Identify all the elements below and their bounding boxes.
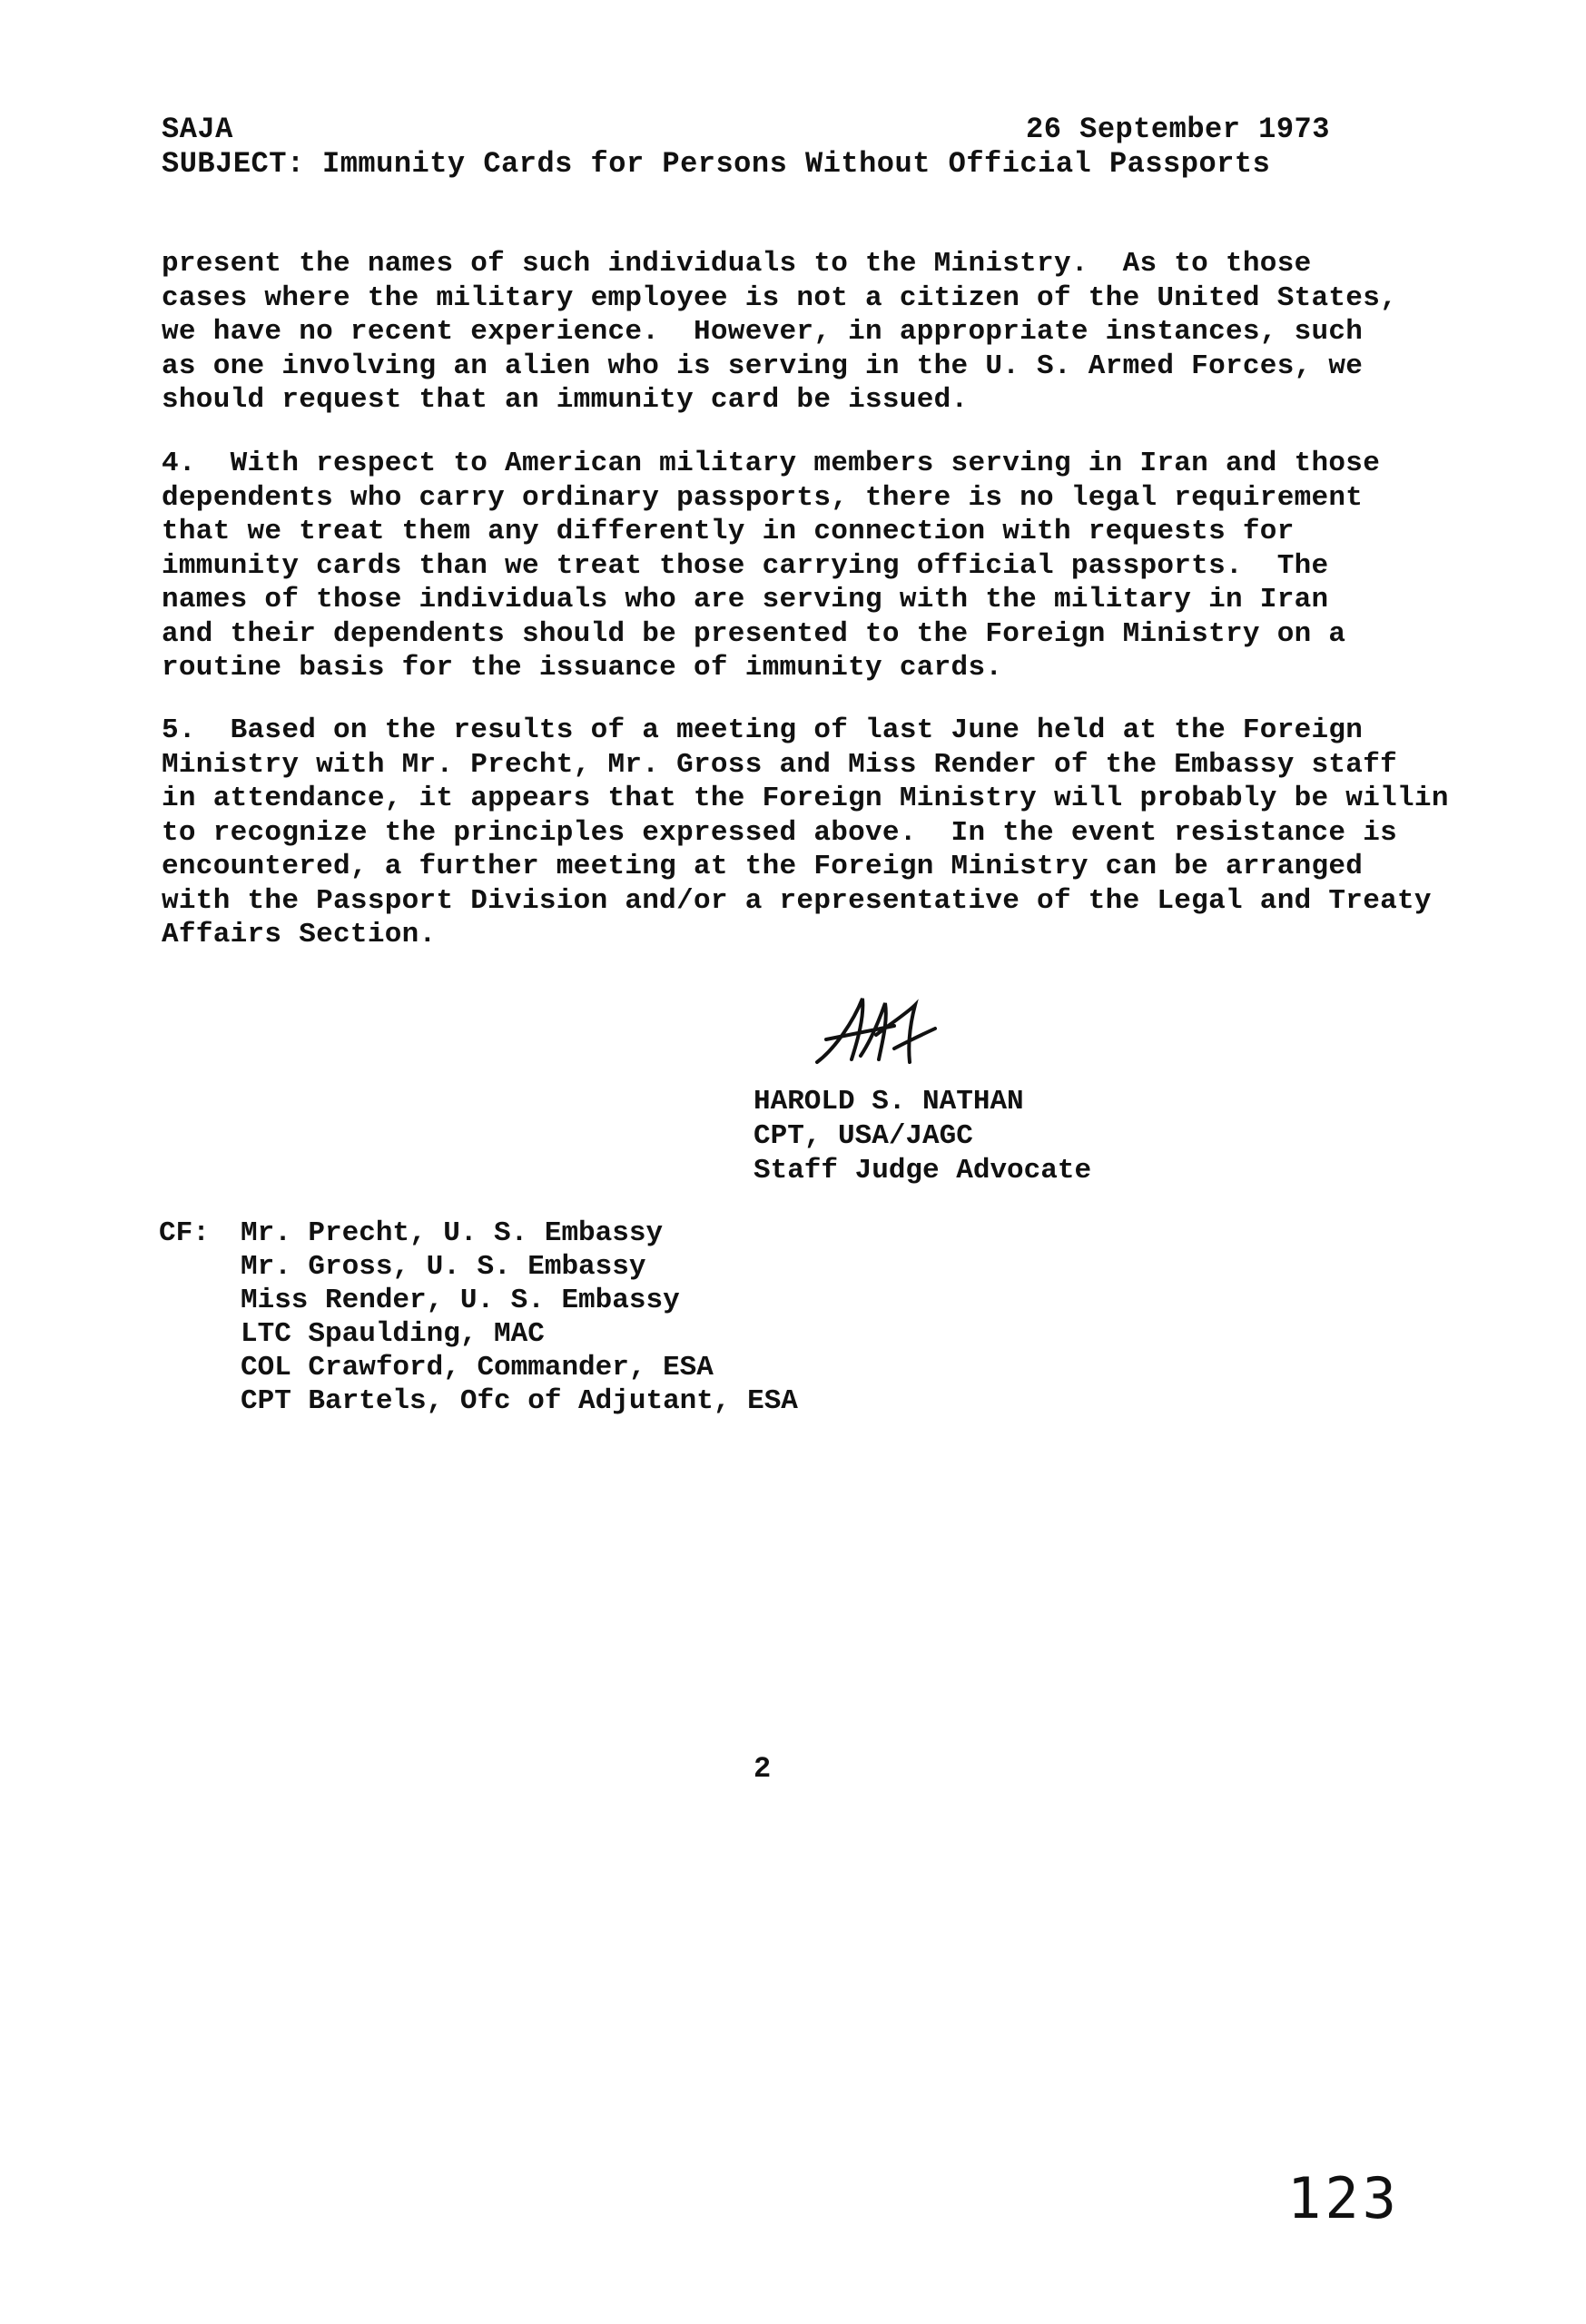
paragraph-line: as one involving an alien who is serving in the U. S. Armed Forces, we [162,350,1364,382]
signature-block [754,1085,1091,1188]
subject-text: Immunity Cards for Persons Without Official Passports [322,147,1271,181]
paragraph-line: that we treat them any differently in connection with requests for [162,516,1295,547]
memo-date: 26 September 1973 [1026,113,1330,146]
paragraph-3-continued [162,247,1414,418]
office-symbol: SAJA [162,113,233,146]
paragraph-line: cases where the military employee is not a citizen of the United States, [162,281,1398,314]
page-number: 2 [754,1752,772,1786]
paragraph-line: 5. Based on the results of a meeting of last June held at the Foreign [162,714,1364,746]
cf-recipient: Miss Render, U. S. Embassy [241,1285,680,1316]
paragraph-line: Ministry with Mr. Precht, Mr. Gross and Miss Render of the Embassy staff [162,748,1398,781]
paragraph-line: to recognize the principles expressed above. In the event resistance is [162,816,1398,849]
paragraph-line: encountered, a further meeting at the Foreign Ministry can be arranged [162,851,1364,882]
cf-recipient: Mr. Gross, U. S. Embassy [241,1251,646,1283]
signer-title: Staff Judge Advocate [754,1155,1092,1187]
paragraph-line: in attendance, it appears that the Foreign Ministry will probably be willin [162,783,1449,814]
cf-distribution [159,1216,798,1418]
signer-name: HAROLD S. NATHAN [754,1086,1024,1118]
paragraph-line: present the names of such individuals to the Ministry. As to those [162,248,1312,280]
paragraph-line: immunity cards than we treat those carrying official passports. The [162,549,1329,582]
paragraph-4 [162,447,1414,685]
cf-recipient: LTC Spaulding, MAC [241,1318,545,1350]
paragraph-line: 4. With respect to American military members serving in Iran and those [162,448,1381,479]
paragraph-line: dependents who carry ordinary passports, there is no legal requirement [162,481,1364,514]
paragraph-line: we have no recent experience. However, in appropriate instances, such [162,316,1364,348]
cf-recipient: CPT Bartels, Ofc of Adjutant, ESA [241,1385,798,1417]
paragraph-line: should request that an immunity card be issued. [162,384,969,416]
cf-recipient: Mr. Precht, U. S. Embassy [241,1217,664,1249]
cf-recipient: COL Crawford, Commander, ESA [241,1352,714,1384]
paragraph-5 [162,714,1449,952]
handwritten-signature [808,985,953,1076]
paragraph-line: names of those individuals who are serving with the military in Iran [162,584,1329,615]
paragraph-line: routine basis for the issuance of immunity cards. [162,652,1003,684]
paragraph-line: and their dependents should be presented to the Foreign Ministry on a [162,617,1346,650]
document-number: 123 [1287,2165,1400,2231]
signer-rank: CPT, USA/JAGC [754,1120,973,1152]
cf-label: CF: [159,1217,210,1249]
paragraph-line: with the Passport Division and/or a representative of the Legal and Treaty [162,884,1432,917]
subject-label: SUBJECT: [162,147,305,181]
paragraph-line: Affairs Section. [162,919,437,950]
